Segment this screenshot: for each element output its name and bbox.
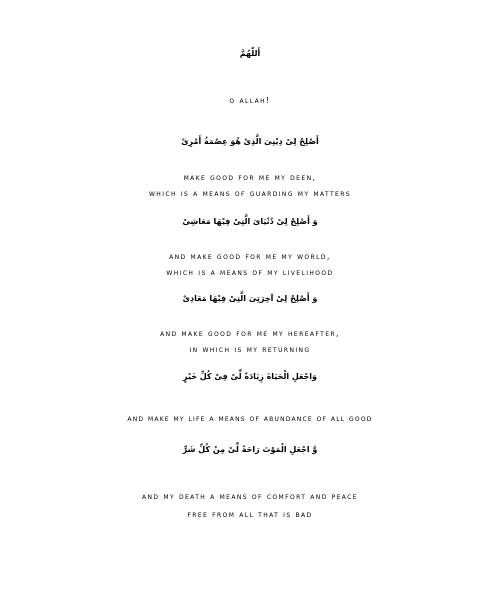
verse-4-translation-line-1: and make my life a means of abundance of all good (127, 414, 373, 423)
verse-2-translation-line-2: which is a means of my livelihood (166, 268, 334, 277)
verse-5-translation-line-1: and my death a means of comfort and peace (142, 492, 358, 501)
verse-3-arabic: وَ أَصْلِحْ لِىْ آخِرَتِىَ الَّتِىْ فِيْهَا مَعَادِىْ (182, 294, 318, 303)
verse-2-arabic: وَ أَصْلِحْ لِىْ دُنْيَاىَ الَّتِىْ فِيْهَا مَعَاشِىْ (182, 217, 318, 226)
verse-4-arabic: وَاجْعَلِ الْحَيَاةَ زِيَادَةً لِّىْ فِىْ كُلِّ خَيْرٍ (182, 372, 318, 381)
verse-5-translation-line-2: free from all that is bad (187, 510, 313, 519)
verse-1-translation-line-1: make good for me my deen, (183, 173, 317, 182)
verse-1-arabic: أَصْلِحْ لِىْ دِيْنِىَ الَّذِىْ هُوَ عِصْمَةُ أَمْرِىْ (181, 137, 319, 146)
verse-5-arabic: وَّ اجْعَلِ الْمَوْتَ رَاحَةً لِّىْ مِنْ كُلِّ شَرٍّ (182, 445, 318, 454)
invocation-arabic: أَللّٰهُمَّ (239, 49, 261, 58)
verse-3-translation-line-2: in which is my returning (189, 345, 311, 354)
invocation-translation: o allah! (229, 96, 271, 105)
verse-3-translation-line-1: and make good for me my hereafter, (160, 329, 340, 338)
verse-1-translation-line-2: which is a means of guarding my matters (148, 189, 352, 198)
verse-2-translation-line-1: and make good for me my world, (169, 252, 331, 261)
